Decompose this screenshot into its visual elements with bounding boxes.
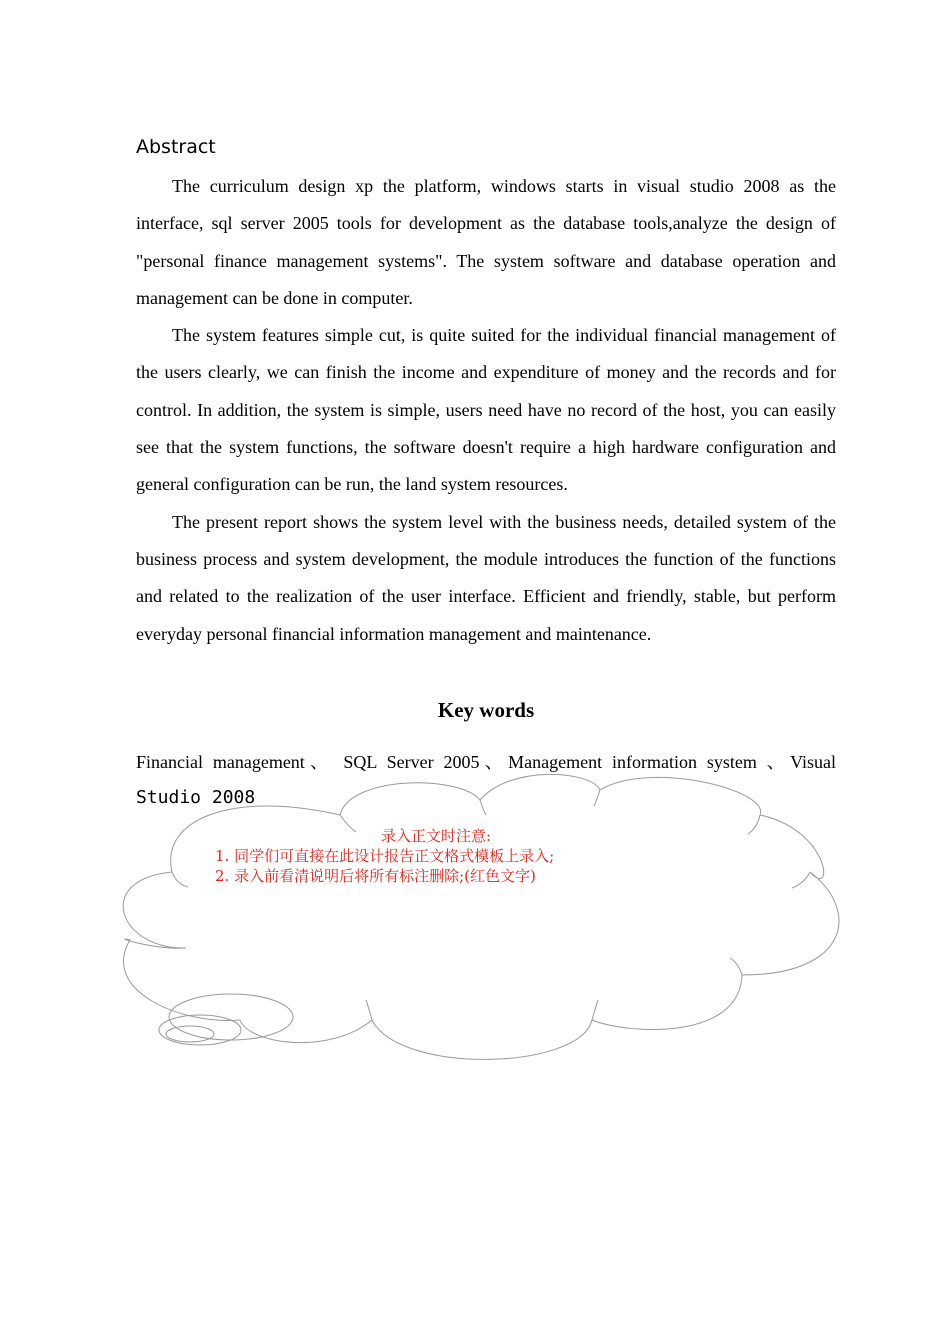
cloud-tail-small bbox=[166, 1026, 214, 1042]
keywords-line-1: Financial management、 SQL Server 2005、Management information system 、Visual bbox=[136, 752, 836, 772]
abstract-paragraph: The curriculum design xp the platform, windows starts in visual studio 2008 as the interface, sql server 2005 tools for development as the database tools,analyze the design of "personal finance management systems". The system software and database operation and management can be done in computer. bbox=[136, 176, 836, 308]
keywords-line-2: Studio 2008 bbox=[136, 787, 256, 808]
abstract-paragraph: The system features simple cut, is quite suited for the individual financial management of the users clearly, we can finish the income and expenditure of money and the records and for control. In addition, the system is simple, users need have no record of the host, you can easily see that the system functions, the software doesn't require a high hardware configuration and general configuration can be run, the land system resources. bbox=[136, 325, 836, 495]
abstract-paragraph: The present report shows the system level with the business needs, detailed system of the business process and system development, the module introduces the function of the functions and related to the realization of the user interface. Efficient and friendly, stable, but perform everyday personal financial information management and maintenance. bbox=[136, 511, 836, 644]
keywords-heading: Key words bbox=[437, 698, 535, 722]
note-item-1: 1. 同学们可直接在此设计报告正文格式模板上录入; bbox=[215, 847, 555, 865]
annotation-note bbox=[215, 826, 554, 886]
cloud-tail-large bbox=[169, 994, 293, 1040]
cloud-tail-medium bbox=[159, 1015, 241, 1045]
note-item-2: 2. 录入前看清说明后将所有标注删除;(红色文字) bbox=[215, 867, 536, 885]
note-title: 录入正文时注意: bbox=[381, 827, 492, 845]
abstract-body bbox=[136, 168, 836, 653]
cloud-outline bbox=[123, 774, 839, 1059]
abstract-heading: Abstract bbox=[136, 136, 216, 158]
